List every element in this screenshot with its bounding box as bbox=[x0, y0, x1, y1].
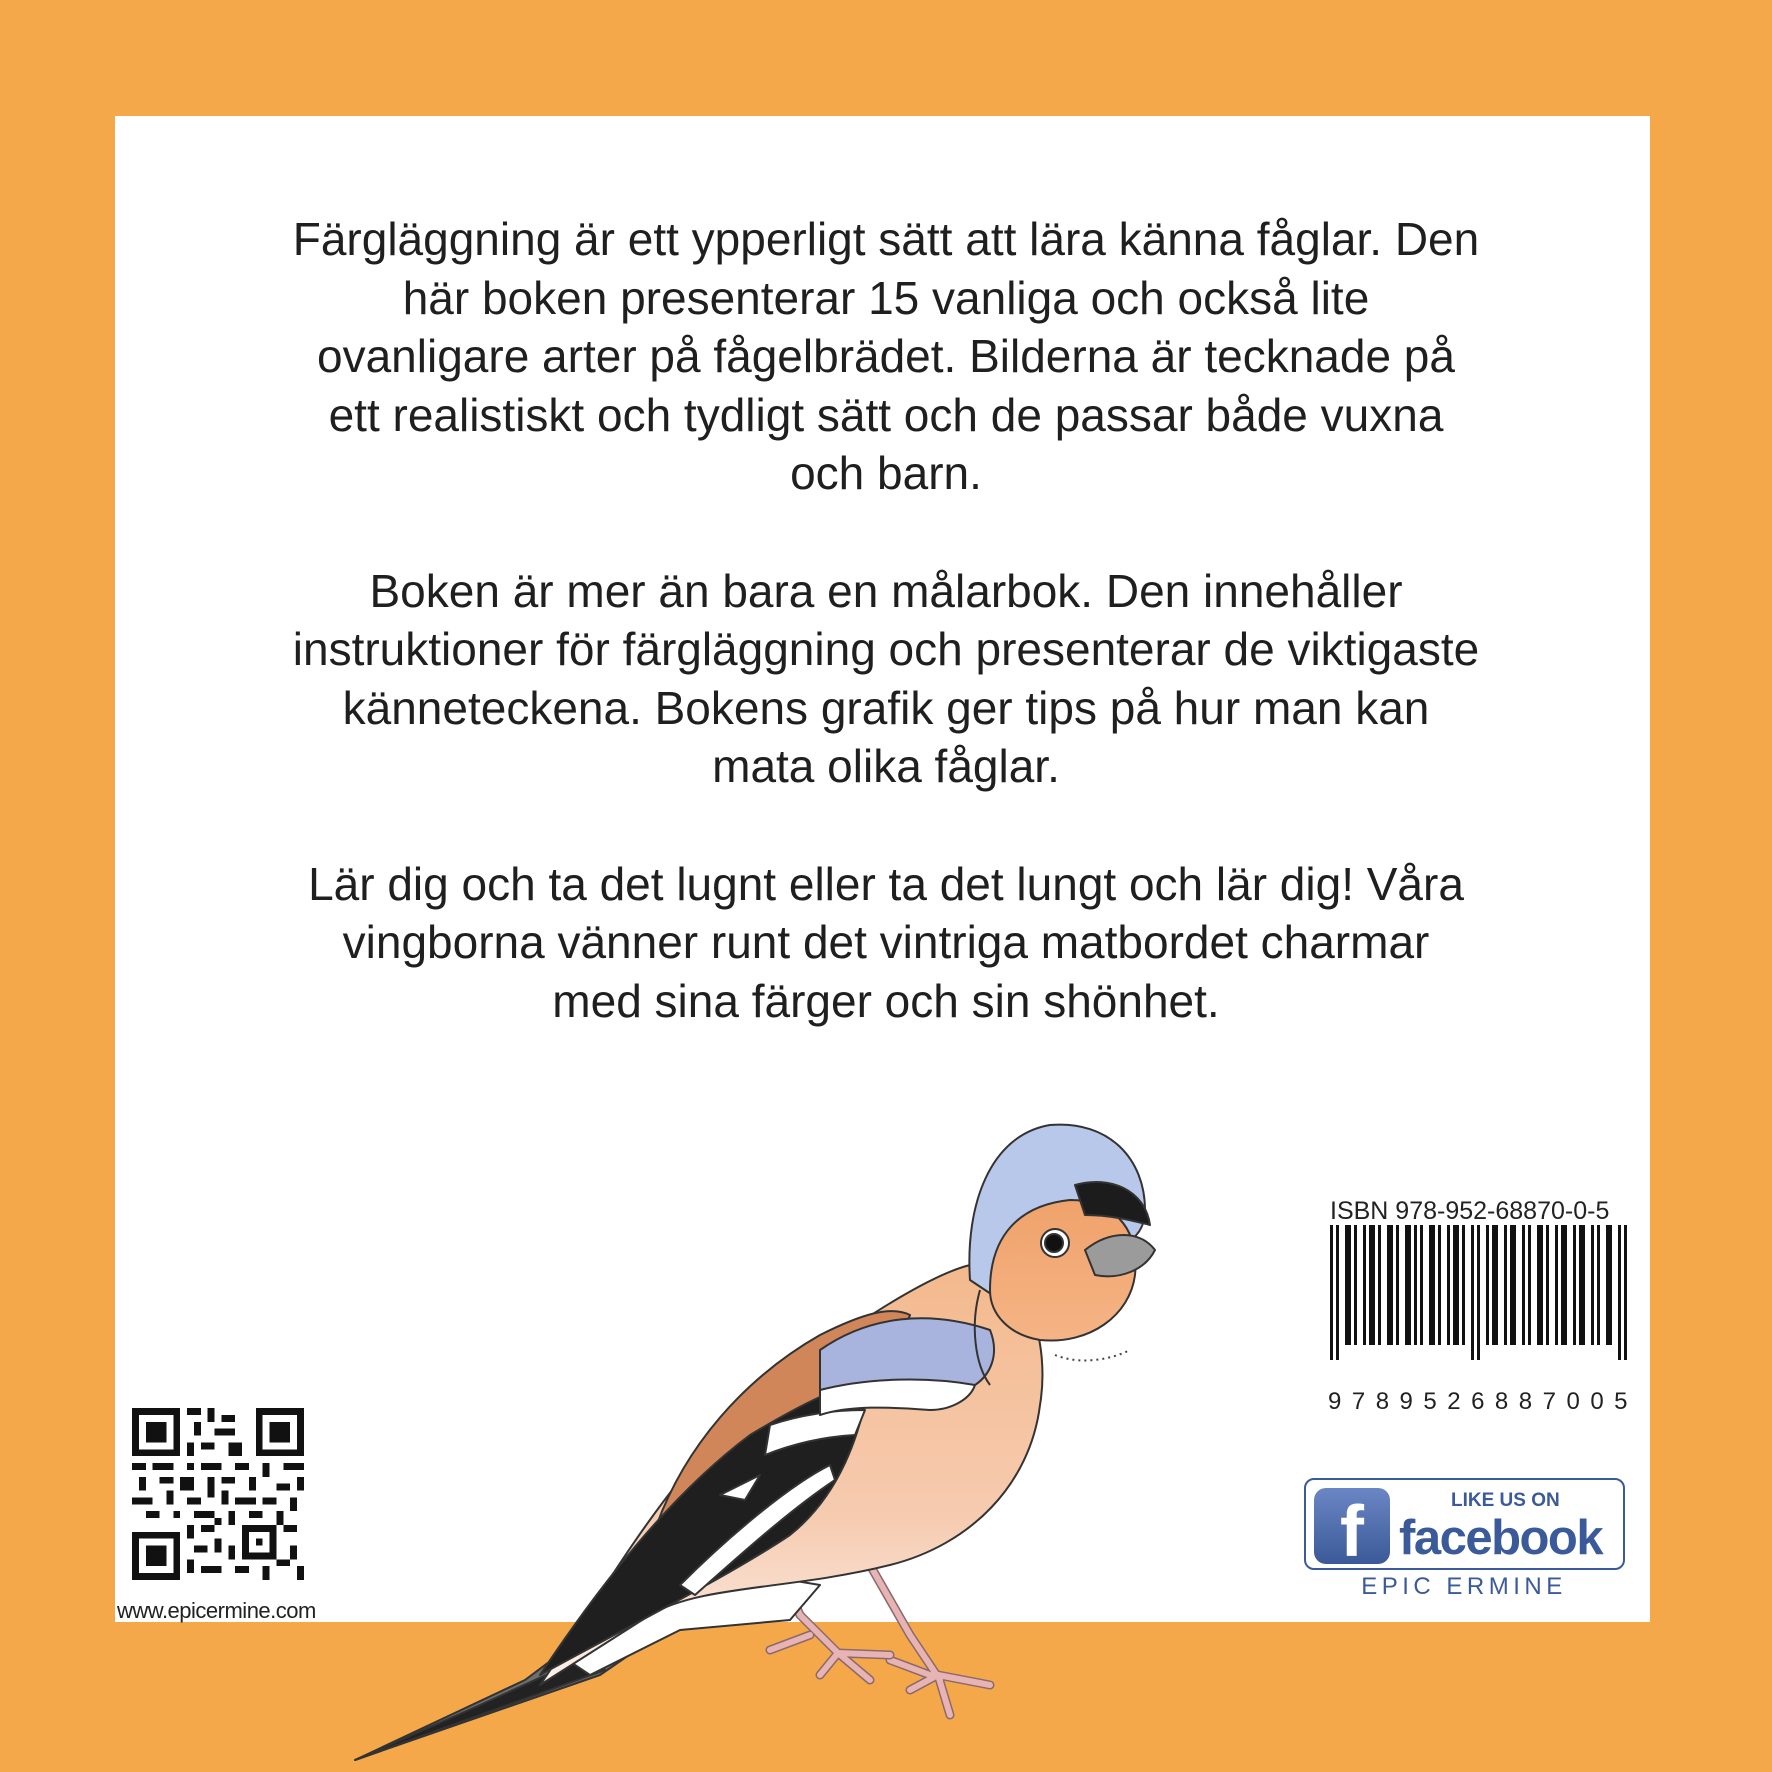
website-url[interactable]: www.epicermine.com bbox=[117, 1598, 316, 1623]
isbn-digits: 9789526887005 bbox=[1328, 1388, 1639, 1415]
blurb-text bbox=[175, 210, 1597, 1089]
barcode-icon bbox=[1330, 1225, 1630, 1360]
facebook-wordmark: facebook bbox=[1399, 1511, 1603, 1565]
qr-code-icon bbox=[132, 1408, 304, 1580]
blurb-paragraph-1: Färgläggning är ett ypperligt sätt att lära känna fåglar. Den här boken presenterar 15 vanliga och också lite ovanligare arter på fågelbrädet. Bilderna är tecknade på ett realistiskt och tydligt sätt och de passar både vuxna och barn. bbox=[292, 213, 1480, 499]
isbn-label: ISBN 978-952-68870-0-5 bbox=[1330, 1197, 1610, 1225]
blurb-paragraph-3: Lär dig och ta det lugnt eller ta det lungt och lär dig! Våra vingborna vänner runt det vintriga matbordet charmar med sina färger och sin shönhet. bbox=[308, 857, 1464, 1027]
facebook-icon: f bbox=[1314, 1488, 1390, 1564]
publisher-name: EPIC ERMINE bbox=[1361, 1573, 1567, 1600]
blurb-paragraph-2: Boken är mer än bara en målarbok. Den innehåller instruktioner för färgläggning och presenterar de viktigaste känneteckena. Bokens grafik ger tips på hur man kan mata olika fåglar. bbox=[292, 564, 1480, 792]
chaffinch-illustration bbox=[350, 1115, 1170, 1770]
facebook-like-label: LIKE US ON bbox=[1451, 1490, 1560, 1511]
facebook-like-badge[interactable] bbox=[1304, 1478, 1625, 1570]
